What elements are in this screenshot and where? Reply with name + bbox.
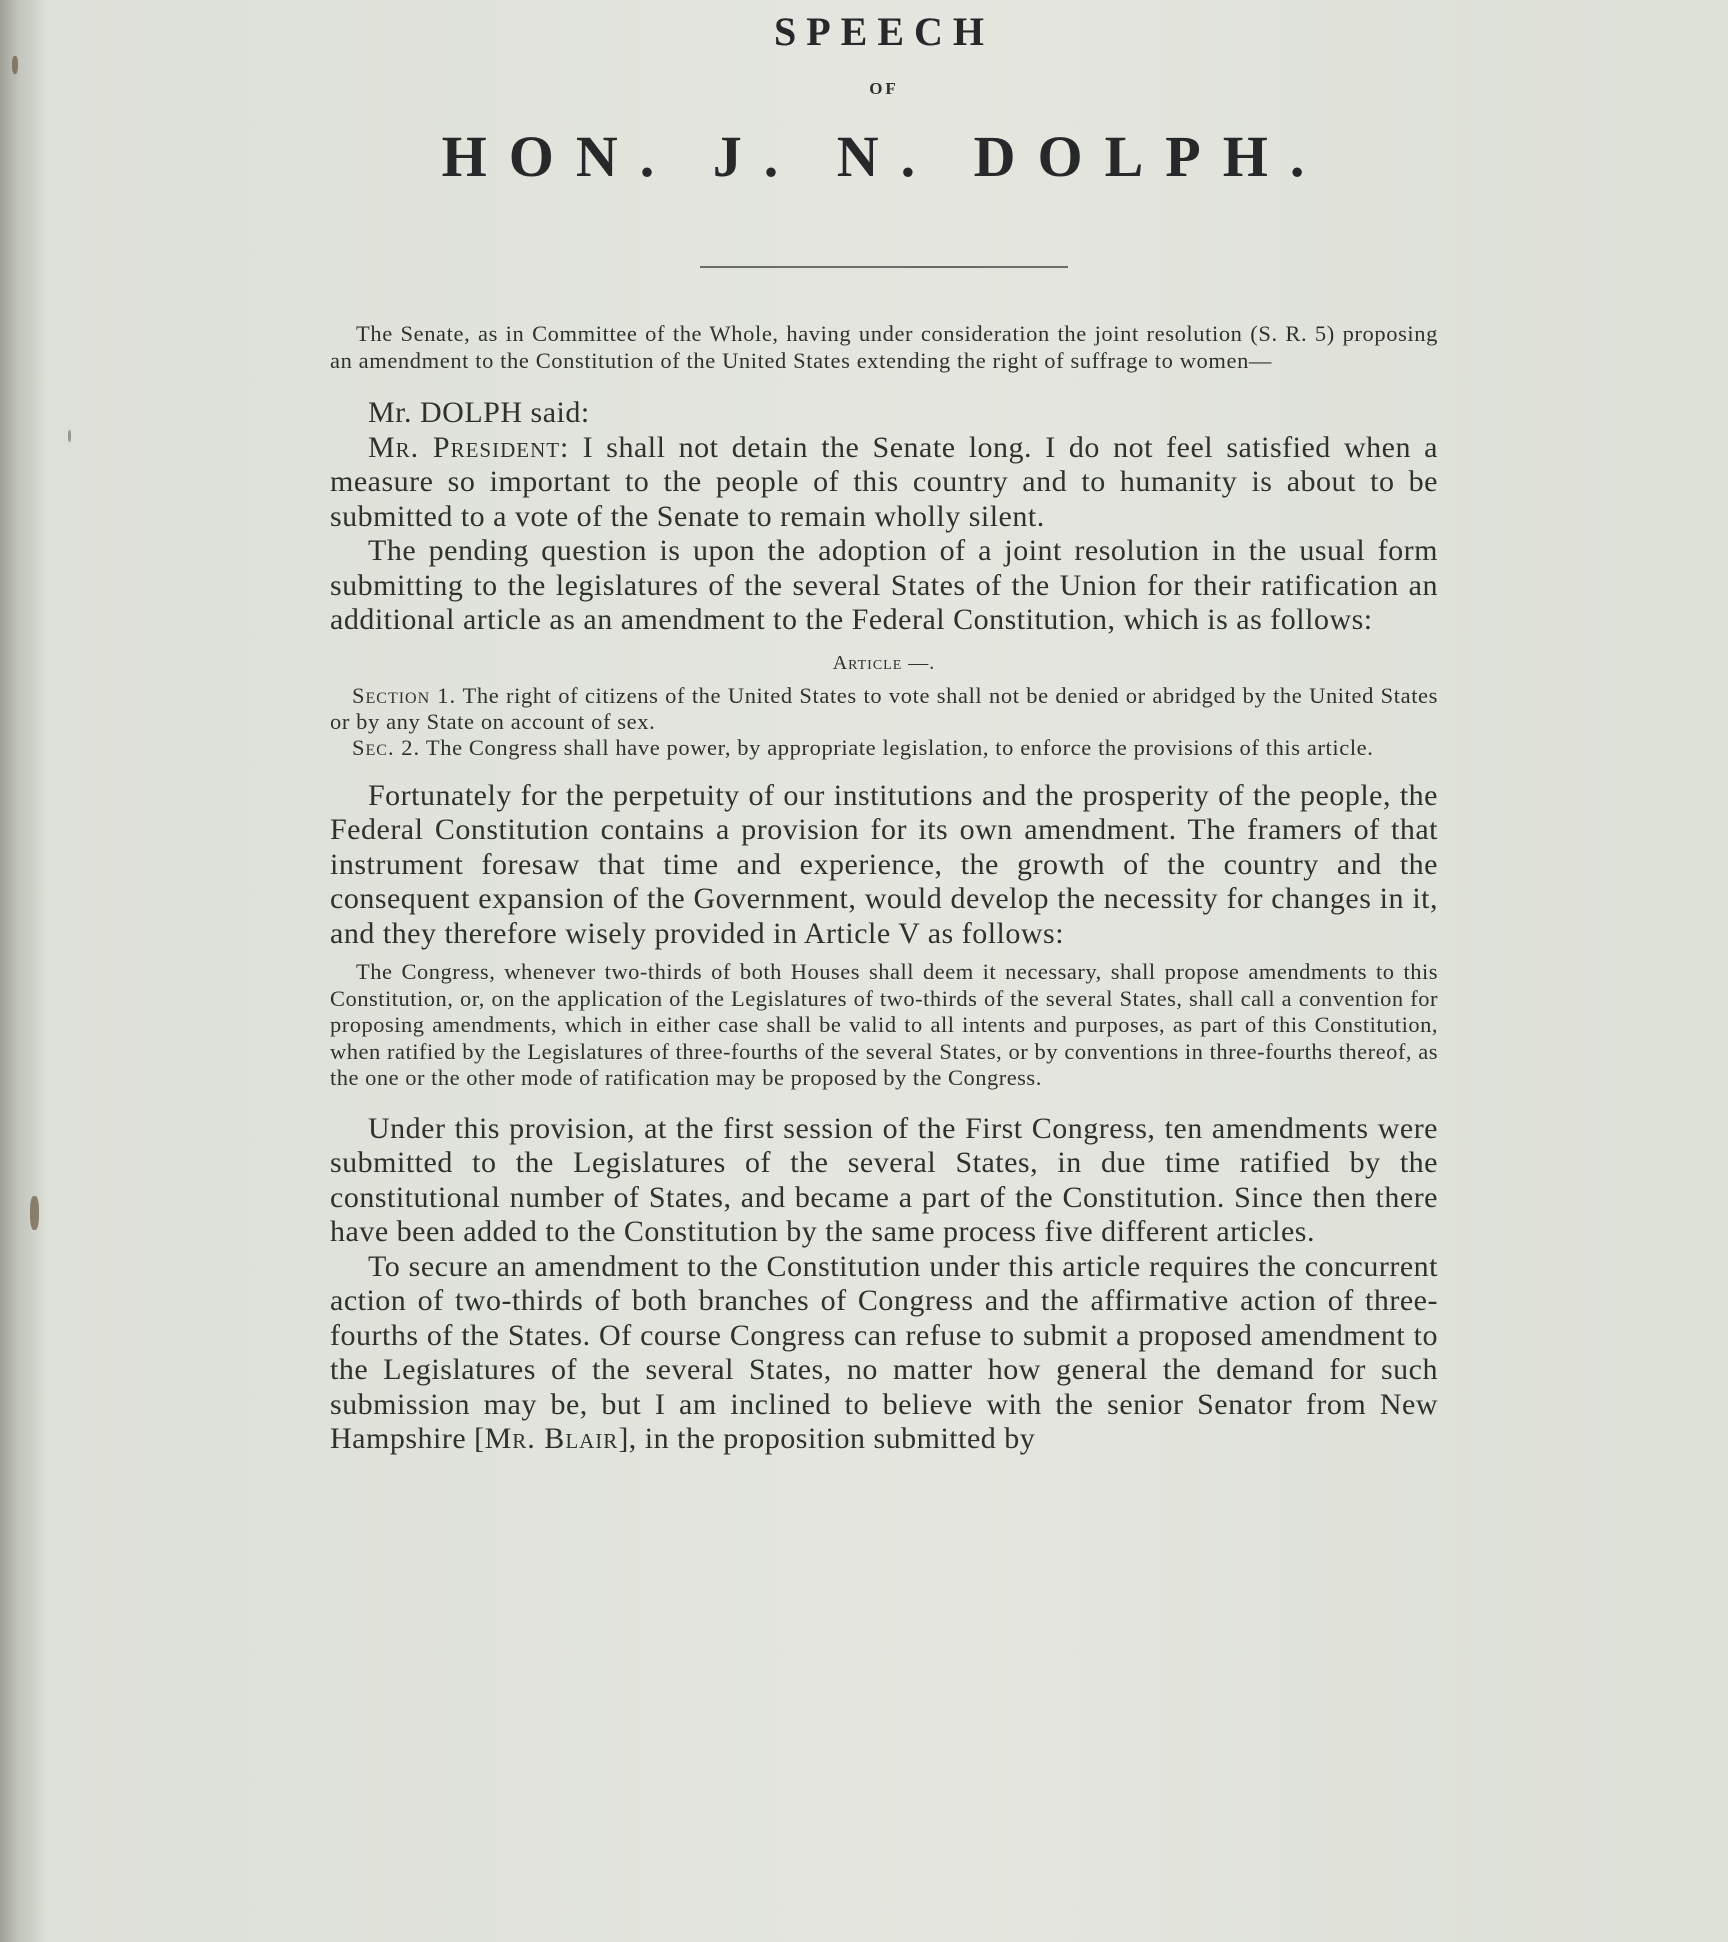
title-divider (700, 266, 1068, 268)
of-line: OF (869, 79, 899, 98)
salutation: Mr. President: (368, 430, 570, 464)
speech-page (330, 0, 1438, 1457)
under-this-provision-paragraph: Under this provision, at the first session of the First Congress, ten amendments were submitted to the Legislatures of the several States, in due time ratified by the constitutional number of States, and became a part of the Constitution. Since then there have been added to the Constitution by the same process five different articles. (330, 1111, 1438, 1248)
to-secure-paragraph (330, 1250, 1438, 1457)
article-v-quote: The Congress, whenever two-thirds of both Houses shall deem it necessary, shall propose amendments to this Constitution, or, on the application of the Legislatures of two-thirds of the several States, shall call a convention for proposing amendments, which in either case shall be valid to all intents and purposes, as part of this Constitution, when ratified by the Legislatures of three-fourths of the several States, or by conventions in three-fourths thereof, as the one or the other mode of ratification may be proposed by the Congress. (330, 959, 1438, 1090)
section-2-text: The Congress shall have power, by appropriate legislation, to enforce the provisions of this article. (420, 734, 1374, 760)
speaker-name: HON. J. N. DOLPH. (441, 124, 1327, 189)
paper-stain (30, 1196, 39, 1230)
paper-stain (68, 430, 71, 442)
senator-name: Mr. Blair (484, 1422, 619, 1455)
fortunately-paragraph: Fortunately for the perpetuity of our institutions and the prosperity of the people, the Federal Constitution contains a provision for its own amendment. The framers of that instrument foresaw that time and experience, the growth of the country and the consequent expansion of the Government, would develop the necessity for changes in it, and they therefore wisely provided in Article V as follows: (330, 778, 1438, 950)
section-1-label: Section 1. (352, 682, 457, 708)
article-section-1 (330, 683, 1438, 735)
section-1-text: The right of citizens of the United States to vote shall not be denied or abridged by the United States or by any State on account of sex. (330, 682, 1439, 734)
opening-paragraph (330, 431, 1438, 535)
article-heading: Article —. (832, 651, 936, 674)
said-line: Mr. DOLPH said: (368, 396, 590, 429)
to-secure-text-end: ], in the proposition submitted by (618, 1422, 1036, 1455)
opening-text: I shall not detain the Senate long. I do not feel satisfied when a measure so important to the people of this country and to humanity is about to be submitted to a vote of the Senate to remain wholly silent. (330, 430, 1438, 533)
article-section-2 (330, 735, 1438, 761)
preamble-paragraph: The Senate, as in Committee of the Whole, having under consideration the joint resolution (S. R. 5) proposing an amendment to the Constitution of the United States extending the right of suffrage to women— (330, 321, 1438, 373)
page-binding-edge (0, 0, 48, 1942)
to-secure-text: To secure an amendment to the Constitution under this article requires the concurrent action of two-thirds of both branches of Congress and the affirmative action of three-fourths of the States. Of course Congress can refuse to submit a proposed amendment to the Legislatures of the several States, no matter how general the demand for such submission may be, but I am inclined to believe with the senior Senator from New Hampshire [ (330, 1249, 1438, 1455)
document-title: SPEECH (773, 9, 995, 54)
paper-stain (12, 56, 18, 74)
section-2-label: Sec. 2. (352, 734, 421, 760)
pending-question-paragraph: The pending question is upon the adoption of a joint resolution in the usual form submitting to the legislatures of the several States of the Union for their ratification an additional article as an amendment to the Federal Constitution, which is as follows: (330, 534, 1438, 636)
